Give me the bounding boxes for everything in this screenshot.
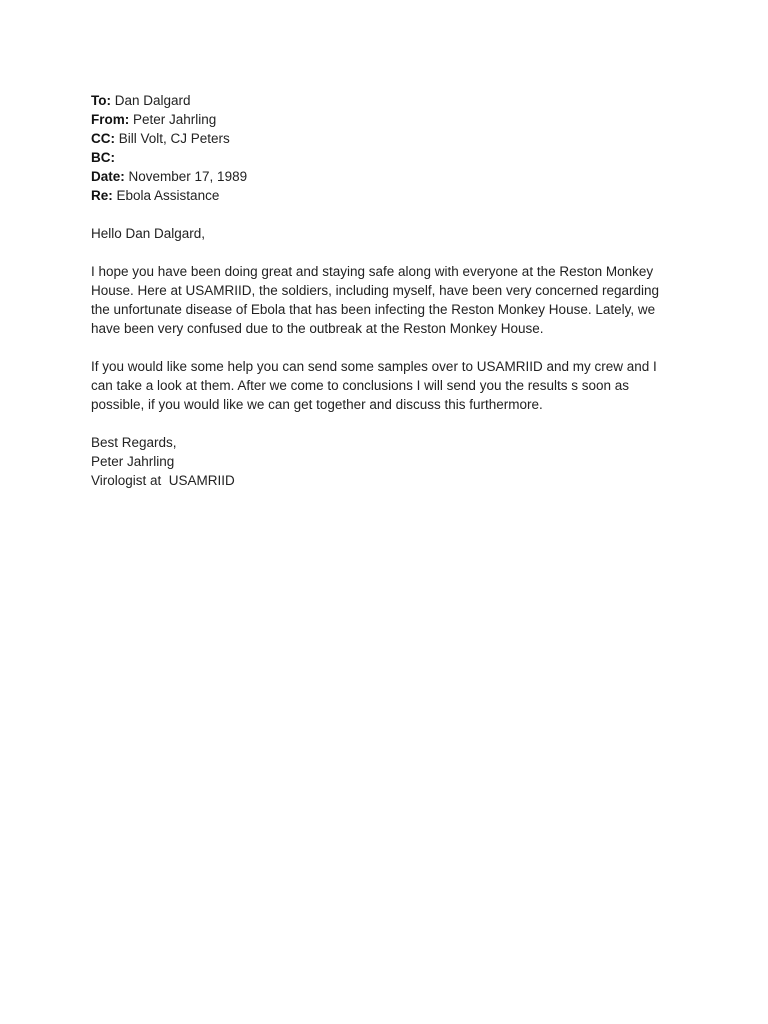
date-value: November 17, 1989 (124, 169, 248, 184)
closing: Best Regards, (91, 435, 177, 450)
to-value: Dan Dalgard (111, 93, 191, 108)
signature-block (91, 433, 691, 490)
re-label: Re: (91, 188, 113, 203)
memo-header (91, 91, 691, 205)
signature-title: Virologist at USAMRIID (91, 473, 235, 488)
body-paragraph-2: If you would like some help you can send some samples over to USAMRIID and my crew and I can take a look at them. After we come to conclusions I will send you the results s soon as possible, if you would like we can get together and discuss this furthermore. (91, 359, 657, 412)
from-line (91, 110, 691, 129)
bc-line (91, 148, 691, 167)
cc-line (91, 129, 691, 148)
from-value: Peter Jahrling (129, 112, 217, 127)
from-label: From: (91, 112, 130, 127)
signature-name: Peter Jahrling (91, 454, 175, 469)
bc-label: BC: (91, 150, 115, 165)
re-value: Ebola Assistance (112, 188, 220, 203)
date-label: Date: (91, 169, 125, 184)
cc-label: CC: (91, 131, 115, 146)
date-line (91, 167, 691, 186)
to-line (91, 91, 691, 110)
greeting: Hello Dan Dalgard, (91, 226, 206, 241)
to-label: To: (91, 93, 111, 108)
body-paragraph-1: I hope you have been doing great and staying safe along with everyone at the Reston Monkey House. Here at USAMRIID, the soldiers, including myself, have been very concerned regarding the unfortunate disease of Ebola that has been infecting the Reston Monkey House. Lately, we have been very confused due to the outbreak at the Reston Monkey House. (91, 264, 660, 336)
cc-value: Bill Volt, CJ Peters (115, 131, 230, 146)
memo-document (91, 91, 691, 490)
re-line (91, 186, 691, 205)
